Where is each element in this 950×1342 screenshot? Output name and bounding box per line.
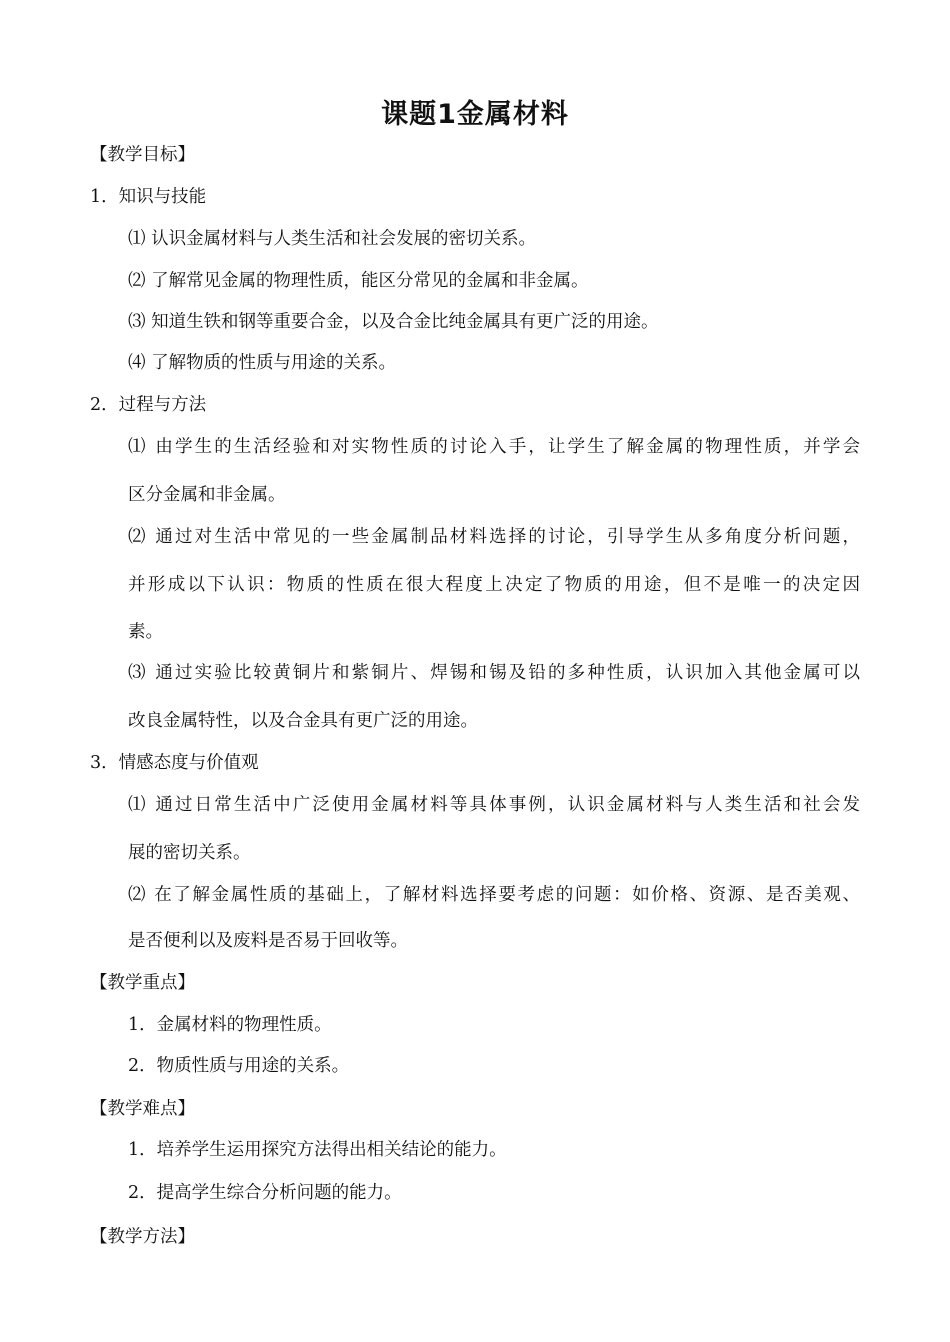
process-item-2-line-3: 素。 [128, 622, 163, 642]
section-header-difficulties: 【教学难点】 [90, 1099, 195, 1119]
difficulty-item: 2．提高学生综合分析问题的能力。 [128, 1183, 402, 1203]
process-item-2-line-2: 并形成以下认识：物质的性质在很大程度上决定了物质的用途，但不是唯一的决定因 [128, 575, 860, 595]
objective-item: ⑴ 认识金属材料与人类生活和社会发展的密切关系。 [128, 229, 537, 249]
page-title: 课题1金属材料 [381, 99, 569, 130]
process-item-1-line-2: 区分金属和非金属。 [128, 485, 286, 505]
emotion-item-2-line-1: ⑵ 在了解金属性质的基础上，了解材料选择要考虑的问题：如价格、资源、是否美观、 [128, 885, 860, 905]
objective-item: ⑷ 了解物质的性质与用途的关系。 [128, 353, 397, 373]
emotion-item-1-line-1: ⑴ 通过日常生活中广泛使用金属材料等具体事例，认识金属材料与人类生活和社会发 [128, 795, 860, 815]
heading-process-methods: 2．过程与方法 [90, 395, 207, 415]
process-item-3-line-2: 改良金属特性，以及合金具有更广泛的用途。 [128, 711, 478, 731]
heading-emotion-values: 3．情感态度与价值观 [90, 753, 259, 773]
key-point-item: 2．物质性质与用途的关系。 [128, 1056, 350, 1076]
section-header-key-points: 【教学重点】 [90, 973, 195, 993]
process-item-3-line-1: ⑶ 通过实验比较黄铜片和紫铜片、焊锡和锡及铅的多种性质，认识加入其他金属可以 [128, 663, 860, 683]
emotion-item-2-line-2: 是否便利以及废料是否易于回收等。 [128, 931, 408, 951]
difficulty-item: 1．培养学生运用探究方法得出相关结论的能力。 [128, 1140, 507, 1160]
objective-item: ⑵ 了解常见金属的物理性质，能区分常见的金属和非金属。 [128, 271, 589, 291]
objective-item: ⑶ 知道生铁和钢等重要合金，以及合金比纯金属具有更广泛的用途。 [128, 312, 659, 332]
process-item-2-line-1: ⑵ 通过对生活中常见的一些金属制品材料选择的讨论，引导学生从多角度分析问题， [128, 527, 860, 547]
process-item-1-line-1: ⑴ 由学生的生活经验和对实物性质的讨论入手，让学生了解金属的物理性质，并学会 [128, 437, 860, 457]
section-header-methods: 【教学方法】 [90, 1227, 195, 1247]
section-header-objectives: 【教学目标】 [90, 145, 195, 165]
key-point-item: 1．金属材料的物理性质。 [128, 1015, 332, 1035]
heading-knowledge-skills: 1．知识与技能 [90, 187, 207, 207]
emotion-item-1-line-2: 展的密切关系。 [128, 843, 251, 863]
